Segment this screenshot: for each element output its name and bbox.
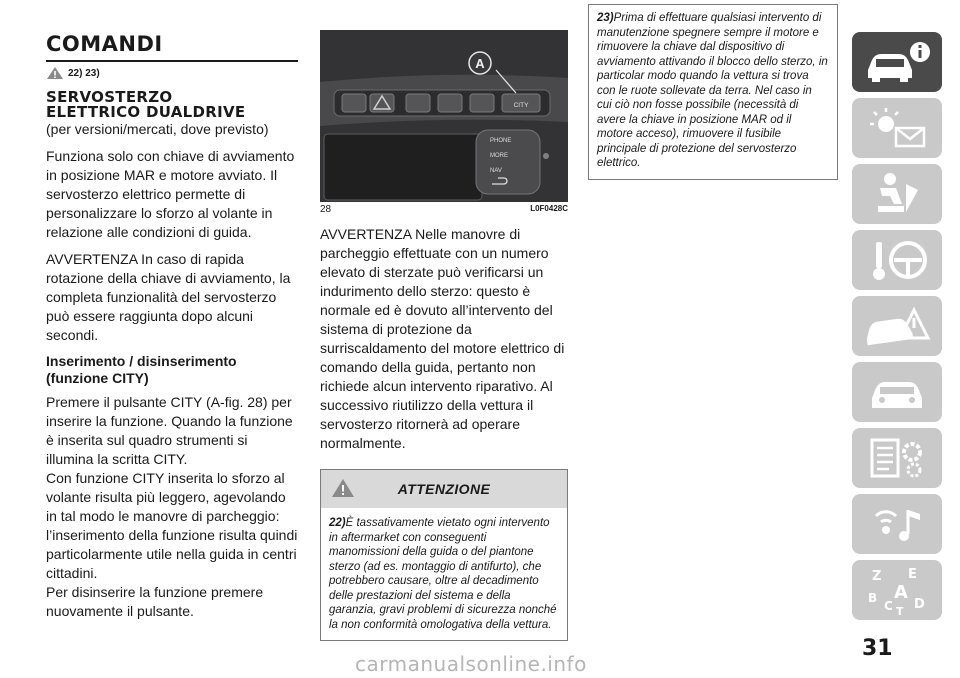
index-letter: C xyxy=(884,599,893,613)
tab-key-steering[interactable] xyxy=(852,230,942,290)
index-letter: D xyxy=(914,597,925,612)
car-maintenance-icon xyxy=(862,368,932,416)
warning-triangle-icon xyxy=(331,478,355,498)
dashboard-illustration xyxy=(320,30,568,202)
section-title: COMANDI xyxy=(46,32,163,56)
index-letter: E xyxy=(908,567,917,582)
subtitle-line2: ELETTRICO DUALDRIVE xyxy=(46,103,246,121)
column-left xyxy=(46,28,298,621)
airbag-seat-icon xyxy=(862,170,932,218)
index-letter: A xyxy=(894,582,908,603)
refs-text: 22) 23) xyxy=(68,67,100,79)
tab-specs[interactable] xyxy=(852,428,942,488)
attention-ref: 22) xyxy=(329,517,346,529)
tab-index[interactable] xyxy=(852,560,942,620)
figure-code: L0F0428C xyxy=(530,204,568,213)
tab-safety[interactable] xyxy=(852,164,942,224)
warning-triangle-icon xyxy=(46,66,64,80)
emergency-icon xyxy=(862,302,932,350)
index-letter: B xyxy=(868,591,878,605)
paragraph-city-on: Premere il pulsante CITY (A-fig. 28) per inserire la funzione. Quando la funzione è inserita sul quadro strumenti si illumina la scritta CITY. xyxy=(46,394,293,467)
tab-media[interactable] xyxy=(852,494,942,554)
city-heading: Inserimento / disinserimento (funzione CITY) xyxy=(46,353,237,386)
note-ref: 23) xyxy=(597,12,614,24)
title-rule xyxy=(46,60,298,62)
note-text: Prima di effettuare qualsiasi intervento di manutenzione spegnere sempre il motore e rimuovere la chiave dal dispositivo di avviamento attivando il blocco dello sterzo, in particolar modo quando la vettura si trova con le ruote sollevate da terra. Nel caso in cui ciò non fosse possibile (necessità di avere la chiave in posizione MAR od il motore acceso), rimuovere il fusibile principale di protezione del servosterzo elettrico. xyxy=(597,12,828,169)
index-letter: T xyxy=(896,605,904,616)
tab-warning-lights[interactable] xyxy=(852,98,942,158)
paragraph-city-off: Per disinserire la funzione premere nuovamente il pulsante. xyxy=(46,584,264,619)
nav-button-label: NAV xyxy=(490,168,502,174)
column-middle xyxy=(320,22,568,641)
attention-heading: ATTENZIONE xyxy=(397,481,491,497)
subtitle-line1: SERVOSTERZO xyxy=(46,88,173,106)
tab-maintenance[interactable] xyxy=(852,362,942,422)
phone-button-label: PHONE xyxy=(490,138,512,144)
figure-number: 28 xyxy=(320,204,332,215)
dashboard-figure xyxy=(320,30,568,202)
paragraph-parking: AVVERTENZA Nelle manovre di parcheggio effettuate con un numero elevato di sterzate può verificarsi un indurimento dello sterzo: questo è normale ed è dovuto all’intervento del sistema di protezione da surriscaldamento del motore elettrico di comando della guida, pertanto non richiede alcun intervento riparativo. Al successivo riutilizzo della vettura il servosterzo ritornerà ad operare normalmente. xyxy=(320,226,565,451)
column-right xyxy=(588,12,838,180)
figure-marker-a: A xyxy=(475,56,485,71)
tab-car-info[interactable] xyxy=(852,32,942,92)
watermark: carmanualsonline.info xyxy=(355,652,587,676)
paragraph-intro: Funziona solo con chiave di avviamento in posizione MAR e motore avviato. Il servosterzo elettrico permette di personalizzare lo sforzo al volante in relazione alle condizioni di guida. xyxy=(46,148,295,240)
attention-header xyxy=(321,470,567,508)
attention-text: È tassativamente vietato ogni intervento in aftermarket con conseguenti manomissioni della guida o del piantone sterzo (ad es. montaggio di antifurto), che potrebbero causare, oltre al decadimento delle prestazioni del sistema e della garanzia, gravi problemi di sicurezza nonché la non conformità omologativa della vettura. xyxy=(329,517,557,631)
media-music-icon xyxy=(862,500,932,548)
specs-gear-icon xyxy=(862,434,932,482)
warning-lights-icon xyxy=(862,104,932,152)
index-letters-icon xyxy=(862,564,932,616)
warning-refs xyxy=(46,66,298,80)
page-number: 31 xyxy=(862,636,893,661)
city-button-label: CITY xyxy=(513,102,529,109)
key-steering-icon xyxy=(862,236,932,284)
more-button-label: MORE xyxy=(490,153,508,159)
subtitle-note: (per versioni/mercati, dove previsto) xyxy=(46,121,269,137)
car-info-icon xyxy=(862,38,932,86)
attention-body xyxy=(321,508,567,640)
note-box xyxy=(588,4,838,180)
chapter-tabs xyxy=(852,32,942,626)
figure-caption xyxy=(320,204,568,215)
paragraph-city-effect: Con funzione CITY inserita lo sforzo al volante risulta più leggero, agevolando in tal modo le manovre di parcheggio: l’inserimento della funzione risulta quindi particolarmente utile nella guida in centri cittadini. xyxy=(46,470,298,581)
paragraph-warning: AVVERTENZA In caso di rapida rotazione della chiave di avviamento, la completa funzionalità del servosterzo può essere raggiunta dopo alcuni secondi. xyxy=(46,251,291,343)
attention-box xyxy=(320,469,568,641)
index-letter: Z xyxy=(872,569,882,584)
tab-emergency[interactable] xyxy=(852,296,942,356)
